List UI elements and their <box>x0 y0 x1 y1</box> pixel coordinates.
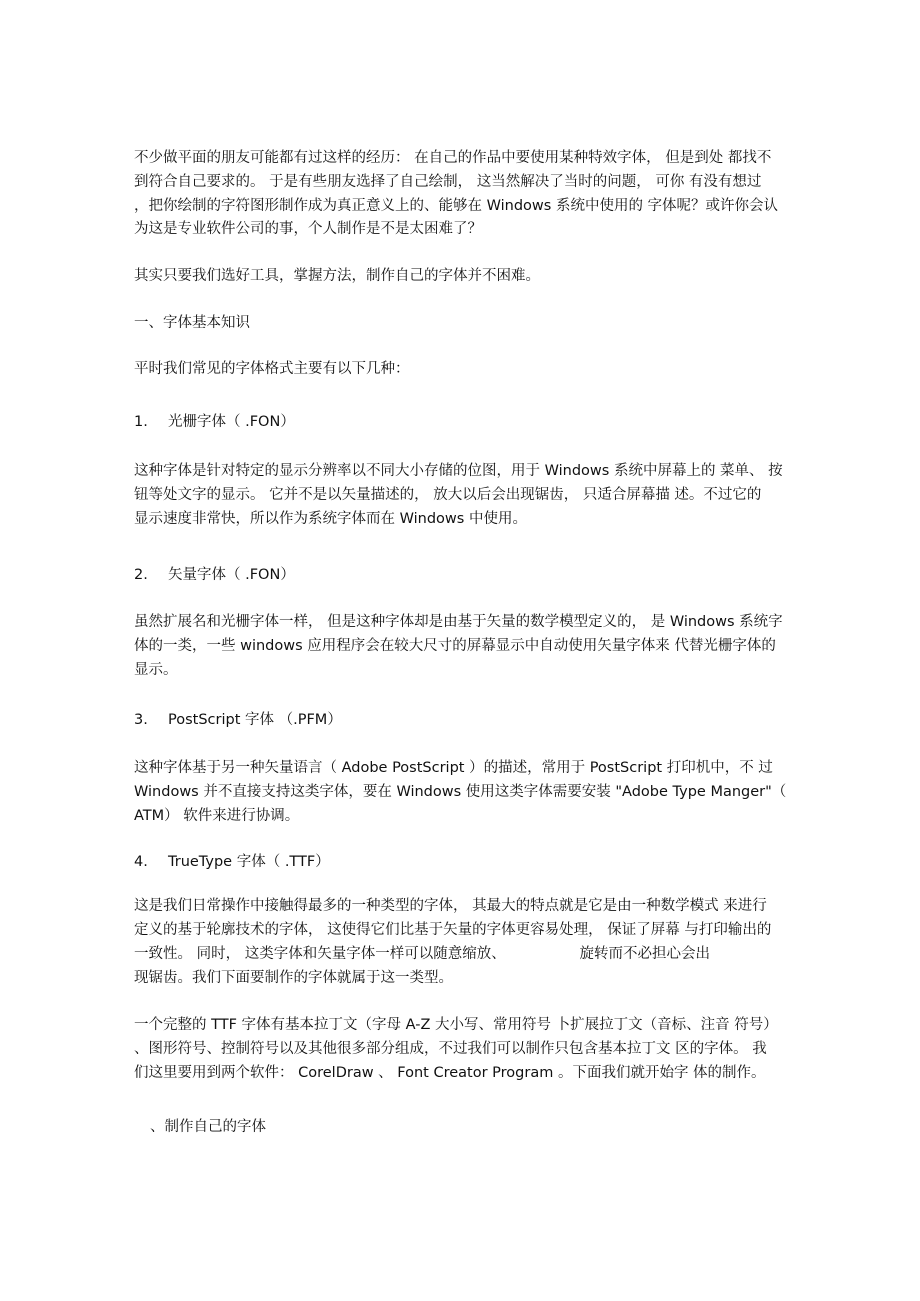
item-3-line-3: ATM） 软件来进行协调。 <box>134 808 300 824</box>
item-3-title: PostScript 字体 （.PFM） <box>168 712 342 728</box>
item-2-number: 2. <box>134 567 148 583</box>
item-4-number: 4. <box>134 854 148 870</box>
item-4-line-1: 这是我们日常操作中接触得最多的一种类型的字体， 其最大的特点就是它是由一种数学模式 来进行 <box>134 898 767 914</box>
item-4-title: TrueType 字体（ .TTF） <box>168 854 330 870</box>
item-3-line-1: 这种字体基于另一种矢量语言（ Adobe PostScript ）的描述，常用于 PostScript 打印机中，不 过 <box>134 760 773 776</box>
item-2-line-3: 显示。 <box>134 662 178 678</box>
item-1-line-2: 钮等处文字的显示。 它并不是以矢量描述的， 放大以后会出现锯齿， 只适合屏幕描 述。不过它的 <box>134 487 762 503</box>
item-1-number: 1. <box>134 414 148 430</box>
item-1-line-3: 显示速度非常快，所以作为系统字体而在 Windows 中使用。 <box>134 511 527 527</box>
section-heading-1: 一、字体基本知识 <box>134 315 250 331</box>
intro-line-2: 到符合自己要求的。 于是有些朋友选择了自己绘制， 这当然解决了当时的问题， 可你 有没有想过 <box>134 174 762 190</box>
intro-line-3: ，把你绘制的字符图形制作成为真正意义上的、能够在 Windows 系统中使用的 字体呢？或许你会认 <box>134 198 779 214</box>
intro-line-4: 为这是专业软件公司的事，个人制作是不是太困难了？ <box>134 221 482 237</box>
item-1-line-1: 这种字体是针对特定的显示分辨率以不同大小存储的位图，用于 Windows 系统中屏幕上的 菜单、 按 <box>134 463 783 479</box>
formats-intro: 平时我们常见的字体格式主要有以下几种： <box>134 361 410 377</box>
section-heading-2: 、制作自己的字体 <box>150 1119 266 1135</box>
item-1-title: 光栅字体（ .FON） <box>168 414 295 430</box>
ttf-line-2: 、图形符号、控制符号以及其他很多部分组成，不过我们可以制作只包含基本拉丁文 区的字体。 我 <box>134 1041 767 1057</box>
item-4-line-2: 定义的基于轮廓技术的字体， 这使得它们比基于矢量的字体更容易处理， 保证了屏幕 与打印输出的 <box>134 922 772 938</box>
item-4-line-3: 一致性。 同时， 这类字体和矢量字体一样可以随意缩放、 旋转而不必担心会出 <box>134 946 710 962</box>
intro-line-1: 不少做平面的朋友可能都有过这样的经历： 在自己的作品中要使用某种特效字体， 但是到处 都找不 <box>134 150 772 166</box>
ttf-line-3: 们这里要用到两个软件： CorelDraw 、 Font Creator Program 。下面我们就开始字 体的制作。 <box>134 1065 766 1081</box>
summary-paragraph: 其实只要我们选好工具，掌握方法，制作自己的字体并不困难。 <box>134 268 540 284</box>
item-4-line-4: 现锯齿。我们下面要制作的字体就属于这一类型。 <box>134 970 453 986</box>
item-2-line-1: 虽然扩展名和光栅字体一样， 但是这种字体却是由基于矢量的数学模型定义的， 是 Windows 系统字 <box>134 614 783 630</box>
item-3-number: 3. <box>134 712 148 728</box>
item-2-title: 矢量字体（ .FON） <box>168 567 295 583</box>
ttf-line-1: 一个完整的 TTF 字体有基本拉丁文（字母 A-Z 大小写、常用符号 卜扩展拉丁文（音标、注音 符号） <box>134 1017 778 1033</box>
item-2-line-2: 体的一类，一些 windows 应用程序会在较大尺寸的屏幕显示中自动使用矢量字体来 代替光栅字体的 <box>134 638 776 654</box>
item-3-line-2: Windows 并不直接支持这类字体，要在 Windows 使用这类字体需要安装 "Adobe Type Manger"（ <box>134 784 787 800</box>
